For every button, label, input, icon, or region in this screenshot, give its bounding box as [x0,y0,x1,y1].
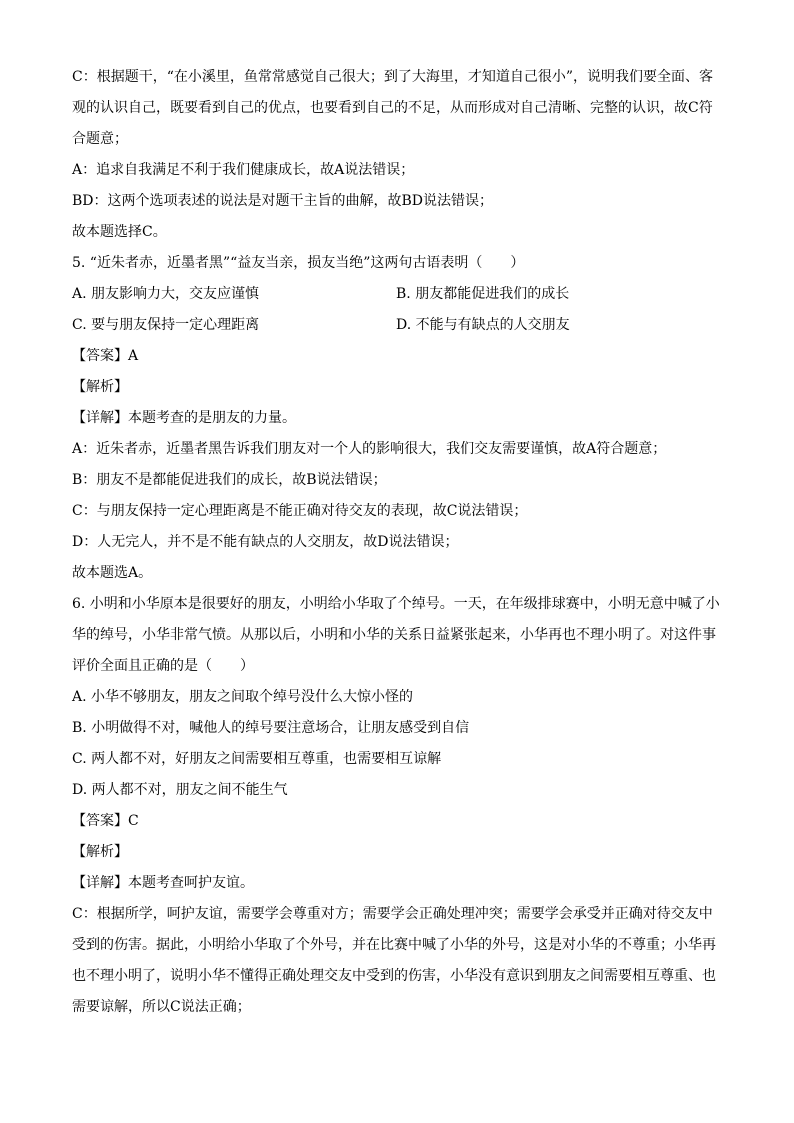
q5-stem: 5. “近朱者赤，近墨者黑”“益友当亲，损友当绝”这两句古语表明（ ） [72,255,525,271]
q5-analysis-label: 【解析】 [72,379,128,395]
q5-answer: 【答案】A [72,348,139,364]
q5-option-c: C. 要与朋友保持一定心理距离 [72,317,260,333]
text-line: 华的绰号，小华非常气愤。从那以后，小明和小华的关系日益紧张起来，小华再也不理小明了。对这件事 [72,627,716,643]
q6-explanation [72,899,732,1023]
q5-option-a: A. 朋友影响力大，交友应谨慎 [72,286,260,302]
q6-analysis-label: 【解析】 [72,844,128,860]
text-line: 合题意； [72,131,128,147]
q5-options-row-1 [72,279,732,310]
document-page [72,62,732,1023]
q4-analysis-c [72,62,732,155]
q4-conclusion: 故本题选择C。 [72,224,167,240]
q6-stem [72,589,732,682]
q5-options-row-2 [72,310,732,341]
text-line: 观的认识自己，既要看到自己的优点，也要看到自己的不足，从而形成对自己清晰、完整的认识，故C符 [72,100,713,116]
text-line: 受到的伤害。据此，小明给小华取了个外号，并在比赛中喊了小华的外号，这是对小华的不尊重；小华再 [72,937,716,953]
text-line: C：根据题干，“在小溪里，鱼常常感觉自己很大；到了大海里，才知道自己很小”，说明我们要全面、客 [72,69,714,85]
q5-explanation-d: D：人无完人，并不是不能有缺点的人交朋友，故D说法错误； [72,534,459,550]
text-line: 需要谅解，所以C说法正确； [72,999,251,1015]
q6-option-c: C. 两人都不对，好朋友之间需要相互尊重，也需要相互谅解 [72,751,442,767]
q5-conclusion: 故本题选A。 [72,565,153,581]
text-line: 也不理小明了，说明小华不懂得正确处理交友中受到的伤害，小华没有意识到朋友之间需要相互尊重、也 [72,968,716,984]
q5-explanation-b: B：朋友不是都能促进我们的成长，故B说法错误； [72,472,387,488]
text-line: C：根据所学，呵护友谊，需要学会尊重对方；需要学会正确处理冲突；需要学会承受并正确对待交友中 [72,906,713,922]
q4-analysis-a: A：追求自我满足不利于我们健康成长，故A说法错误； [72,162,415,178]
q6-detail: 【详解】本题考查呵护友谊。 [72,875,254,891]
q5-option-d: D. 不能与有缺点的人交朋友 [396,317,570,333]
q6-option-b: B. 小明做得不对，喊他人的绰号要注意场合，让朋友感受到自信 [72,720,470,736]
text-line: 评价全面且正确的是（ ） [72,658,254,674]
q5-option-b: B. 朋友都能促进我们的成长 [396,286,570,302]
text-line: 6. 小明和小华原本是很要好的朋友，小明给小华取了个绰号。一天，在年级排球赛中，小明无意中喊了小 [72,596,720,612]
q5-explanation-a: A：近朱者赤，近墨者黑告诉我们朋友对一个人的影响很大，我们交友需要谨慎，故A符合题意； [72,441,667,457]
q6-option-d: D. 两人都不对，朋友之间不能生气 [72,782,288,798]
q4-analysis-bd: BD：这两个选项表述的说法是对题干主旨的曲解，故BD说法错误； [72,193,494,209]
q6-answer: 【答案】C [72,813,139,829]
q6-option-a: A. 小华不够朋友，朋友之间取个绰号没什么大惊小怪的 [72,689,414,705]
q5-explanation-c: C：与朋友保持一定心理距离是不能正确对待交友的表现，故C说法错误； [72,503,528,519]
q5-detail: 【详解】本题考查的是朋友的力量。 [72,410,296,426]
